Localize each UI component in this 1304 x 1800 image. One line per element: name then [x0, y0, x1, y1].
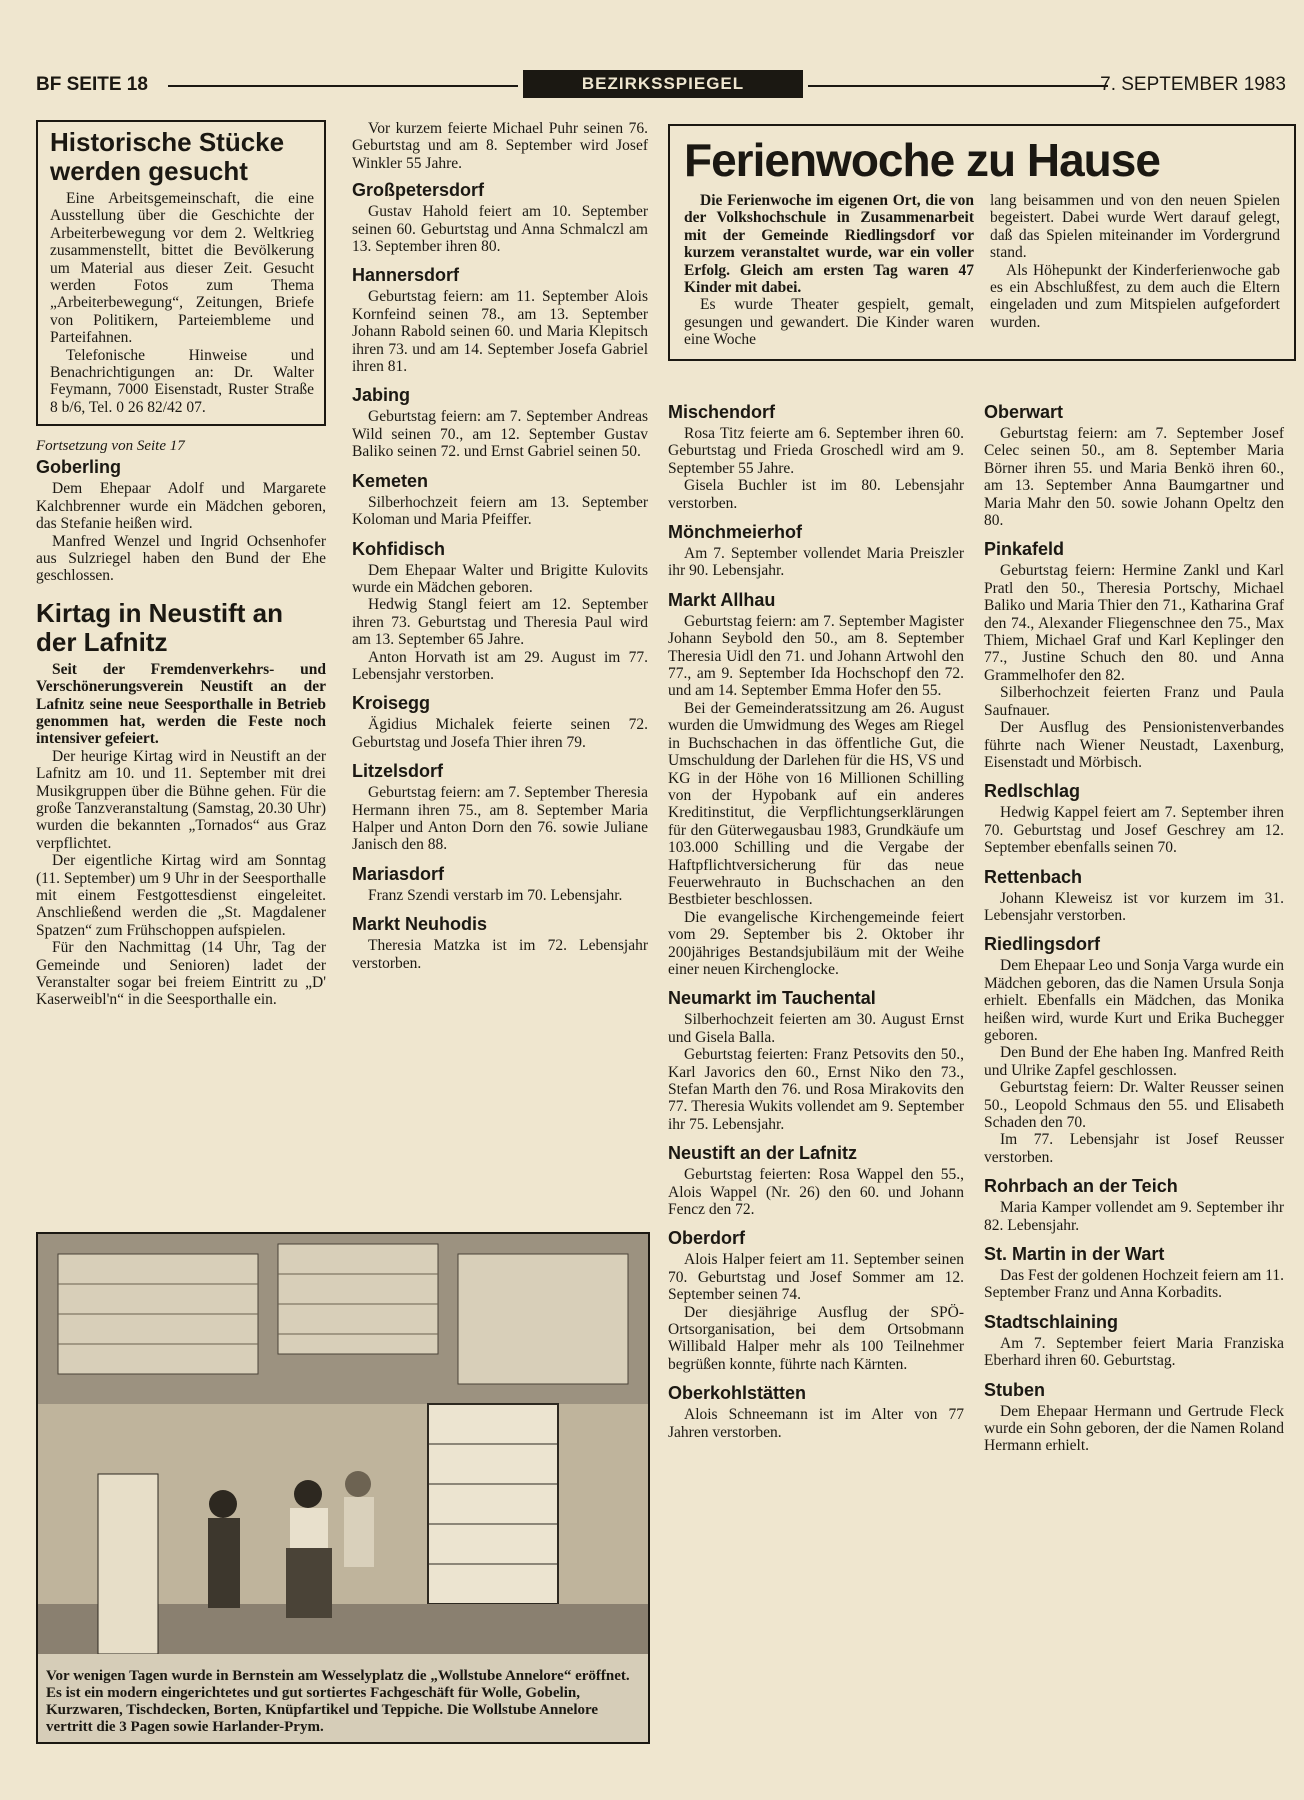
section-heading: Neumarkt im Tauchental: [668, 988, 876, 1009]
feature-lead: Die Ferienwoche im eigenen Ort, die von der Volkshochschule in Zusammenarbeit mit der Gemeinde Riedlingsdorf vor kurzem veranstaltet wurde, war ein voller Erfolg. Gleich am ersten Tag waren 47 Kinder mit dabei.: [684, 192, 974, 297]
article-para: Johann Kleweisz ist vor kurzem im 31. Lebensjahr verstorben.: [984, 889, 1284, 924]
col3-sections: [668, 402, 964, 1441]
article-para: Geburtstag feiern: am 7. September Josef Celec seinen 50., am 8. September Maria Börner ihren 55. und Maria Benkö ihren 60., am 13. September Anna Baumgartner und Maria Mahr den 50. sowie Johann Opeltz den 80.: [984, 425, 1284, 530]
column-2: [352, 120, 648, 972]
section-heading: Stuben: [984, 1379, 1045, 1400]
article-para: Der eigentliche Kirtag wird am Sonntag (11. September) um 9 Uhr in der Seesporthalle mit einem Festgottesdienst eingeleitet. Anschließend werden die „St. Magdalener Spatzen“ zum Frühschoppen aufspielen.: [36, 852, 326, 939]
header-rule-right: [808, 85, 1108, 87]
section-heading: St. Martin in der Wart: [984, 1244, 1165, 1265]
notice-box: [36, 120, 326, 426]
section-heading: Großpetersdorf: [352, 180, 485, 201]
article-para: Hedwig Stangl feiert am 12. September ihren 73. Geburtstag und Theresia Paul wird am 13. September 65 Jahre.: [352, 596, 648, 649]
article-para: Franz Szendi verstarb im 70. Lebensjahr.: [368, 886, 623, 904]
section-heading: Hannersdorf: [352, 265, 460, 286]
article-para: Dem Ehepaar Walter und Brigitte Kulovits wurde ein Mädchen geboren.: [352, 561, 648, 596]
feature-box: [668, 124, 1296, 361]
column-4: [984, 402, 1284, 1455]
article-para: Am 7. September feiert Maria Franziska Eberhard ihren 60. Geburtstag.: [984, 1334, 1284, 1370]
section-heading: Kroisegg: [352, 693, 431, 714]
section-heading: Litzelsdorf: [352, 761, 444, 782]
section-heading: Goberling: [36, 457, 121, 478]
photo-caption: Vor wenigen Tagen wurde in Bernstein am Wesselyplatz die „Wollstube Annelore“ eröffnet. Es ist ein modern eingerichtetes und gut sortiertes Fachgeschäft für Wolle, Gobelin, Kurzwaren, Tischdecken, Borten, Knüpfartikel und Teppiche. Die Wollstube Annelore vertritt die 3 Pagen sowie Harlander-Prym.: [46, 1668, 630, 1735]
intro-para: Vor kurzem feierte Michael Puhr seinen 76. Geburtstag und am 8. September wird Josef Winkler 55 Jahre.: [352, 120, 648, 172]
article-para: Im 77. Lebensjahr ist Josef Reusser verstorben.: [984, 1131, 1284, 1166]
article-para: Silberhochzeit feiern am 13. September Koloman und Maria Pfeiffer.: [352, 493, 648, 529]
section-heading: Oberdorf: [668, 1228, 746, 1249]
article-para: Rosa Titz feierte am 6. September ihren 60. Geburtstag und Frieda Groschedl wird am 9. September 55 Jahre.: [668, 425, 964, 477]
article-para: Ägidius Michalek feierte seinen 72. Geburtstag und Josefa Thier ihren 79.: [352, 716, 648, 751]
photo-image: [38, 1234, 648, 1654]
page-number: BF SEITE 18: [36, 74, 148, 95]
section-heading: Oberkohlstätten: [668, 1383, 807, 1404]
article-para: Manfred Wenzel und Ingrid Ochsenhofer aus Sulzriegel haben den Bund der Ehe geschlossen.: [36, 532, 326, 585]
section-heading: Kemeten: [352, 470, 429, 491]
issue-date: 7. SEPTEMBER 1983: [1100, 74, 1286, 95]
notice-title: Historische Stücke werden gesucht: [50, 127, 285, 186]
article-para: Das Fest der goldenen Hochzeit feiern am 11. September Franz und Anna Korbadits.: [984, 1267, 1284, 1302]
shop-photo: [36, 1232, 650, 1744]
article-lead: Seit der Fremdenverkehrs- und Verschönerungsverein Neustift an der Lafnitz seine neue Seesporthalle in Betrieb genommen hat, werden die Feste noch intensiver gefeiert.: [36, 660, 326, 748]
article-para: Am 7. September vollendet Maria Preiszler ihr 90. Lebensjahr.: [668, 545, 964, 580]
article-para: Geburtstag feiern: am 7. September Andreas Wild seinen 70., am 12. September Gustav Baliko seinen 72. und Ernst Gabriel seinen 50.: [352, 408, 648, 461]
section-heading: Stadtschlaining: [984, 1311, 1119, 1332]
notice-para: Eine Arbeitsgemeinschaft, die eine Ausstellung über die Geschichte der Arbeiterbewegung vor dem 2. Weltkrieg zusammenstellt, bittet die Bevölkerung um Material aus dieser Zeit. Gesucht werden Fotos zum Thema „Arbeiterbewegung“, Zeitungen, Briefe von Politikern, Parteiembleme und Parteifahnen.: [50, 190, 314, 347]
article-para: Für den Nachmittag (14 Uhr, Tag der Gemeinde und Senioren) ladet der Veranstalter sogar bei freiem Eintritt zu „D' Kaserweibl'n“ in die Seesporthalle ein.: [36, 939, 326, 1009]
section-heading: Mariasdorf: [352, 863, 445, 884]
article-para: Bei der Gemeinderatssitzung am 26. August wurden die Umwidmung des Weges am Riegel in Buchschachen in das öffentliche Gut, die Umschuldung der Darlehen für die HS, VS und KG in der Höhe von 16 Millionen Schilling von der Hypobank auf ein anderes Kreditinstitut, die Verpflichtungserklärungen für den Güterwegausbau 1983, Grundkäufe um 103.000 Schilling und die Vergabe der Haftpflichtversicherung für das neue Feuerwehrauto in Buchschachen an den Bestbieter beschlossen.: [668, 699, 964, 909]
feature-para: Als Höhepunkt der Kinderferienwoche gab es ein Abschlußfest, zu dem auch die Eltern eingeladen und zum Mitspielen aufgefordert wurden.: [990, 261, 1280, 331]
feature-para: lang beisammen und von den neuen Spielen begeistert. Dabei wurde Wert darauf gelegt, daß das Spielen miteinander im Vordergrund stand.: [990, 192, 1280, 262]
col2-sections: [352, 180, 648, 972]
article-para: Geburtstag feiern: Hermine Zankl und Karl Pratl den 50., Theresia Portschy, Michael Baliko und Maria Thier den 71., Katharina Graf den 74., Alexander Fliegenschnee den 75., Max Thiem, Michael Graf und Karl Keplinger den 77., Justine Schuch den 80. und Anna Grammelhofer den 82.: [984, 562, 1284, 684]
notice-para: Telefonische Hinweise und Benachrichtigungen an: Dr. Walter Feymann, 7000 Eisenstadt, Ruster Straße 8 b/6, Tel. 0 26 82/42 07.: [50, 346, 314, 416]
article-para: Silberhochzeit feierten Franz und Paula Saufnauer.: [984, 684, 1284, 719]
article-para: Dem Ehepaar Hermann und Gertrude Fleck wurde ein Sohn geboren, der die Namen Roland Hermann erhielt.: [984, 1402, 1284, 1455]
section-heading: Riedlingsdorf: [984, 934, 1100, 955]
article-para: Der diesjährige Ausflug der SPÖ-Ortsorganisation, bei dem Ortsobmann Willibald Halper mehr als 100 Teilnehmer begrüßen konnte, führte nach Kärnten.: [668, 1303, 964, 1373]
section-heading: Pinkafeld: [984, 539, 1065, 560]
column-3: [668, 402, 964, 1441]
section-heading: Oberwart: [984, 402, 1064, 422]
article-para: Dem Ehepaar Leo und Sonja Varga wurde ein Mädchen geboren, das die Namen Ursula Sonja erhielt. Ebenfalls ein Mädchen, das Monika heißen wird, wurde Kurt und Erika Buchegger geboren.: [984, 957, 1284, 1044]
section-heading: Jabing: [352, 385, 411, 406]
article-title: Kirtag in Neustift an der Lafnitz: [36, 597, 284, 657]
section-heading: Kohfidisch: [352, 538, 445, 559]
page-header: [36, 74, 1286, 98]
article-para: Geburtstag feierten: Franz Petsovits den 50., Karl Javorics den 60., Ernst Niko den 73., Stefan Marth den 76. und Rosa Mirakovits den 77. Theresia Wukits vollendet am 9. September ihr 75. Lebensjahr.: [668, 1046, 964, 1133]
article-para: Alois Schneemann ist im Alter von 77 Jahren verstorben.: [668, 1406, 964, 1441]
section-heading: Rettenbach: [984, 866, 1083, 887]
article-para: Alois Halper feiert am 11. September seinen 70. Geburtstag und Josef Sommer am 12. September seinen 74.: [668, 1251, 964, 1304]
article-para: Gustav Hahold feiert am 10. September seinen 60. Geburtstag und Anna Schmalczl am 13. September ihren 80.: [352, 203, 648, 256]
section-heading: Mischendorf: [668, 402, 776, 422]
section-heading: Rohrbach an der Teich: [984, 1176, 1178, 1197]
article-para: Hedwig Kappel feiert am 7. September ihren 70. Geburtstag und Josef Geschrey am 12. September ebenfalls seinen 70.: [984, 804, 1284, 857]
column-1: [36, 120, 326, 1009]
col4-sections: [984, 402, 1284, 1455]
article-para: Geburtstag feiern: am 7. September Theresia Hermann ihren 75., am 8. September Maria Halper und Anton Dorn den 76. sowie Juliane Janisch den 88.: [352, 784, 648, 854]
article-para: Theresia Matzka ist im 72. Lebensjahr verstorben.: [352, 937, 648, 972]
article-para: Geburtstag feiern: am 11. September Alois Kornfeind seinen 78., am 13. September Johann Rabold seinen 60. und Maria Klepitsch ihren 73. und am 14. September Josefa Gabriel ihren 81.: [352, 288, 648, 376]
section-banner: BEZIRKSSPIEGEL: [523, 70, 803, 98]
section-heading: Neustift an der Lafnitz: [668, 1143, 858, 1164]
section-heading: Redlschlag: [984, 781, 1081, 802]
section-heading: Markt Allhau: [668, 589, 776, 610]
article-para: Der Ausflug des Pensionistenverbandes führte nach Wiener Neustadt, Laxenburg, Eisenstadt und Mörbisch.: [984, 719, 1284, 771]
article-para: Geburtstag feierten: Rosa Wappel den 55., Alois Wappel (Nr. 26) den 60. und Johann Fencz den 72.: [668, 1166, 964, 1219]
article-para: Geburtstag feiern: Dr. Walter Reusser seinen 50., Leopold Schmaus den 55. und Elisabeth Schaden den 70.: [984, 1079, 1284, 1131]
continuation-note: Fortsetzung von Seite 17: [36, 438, 185, 455]
article-para: Gisela Buchler ist im 80. Lebensjahr verstorben.: [668, 477, 964, 512]
article-para: Dem Ehepaar Adolf und Margarete Kalchbrenner wurde ein Mädchen geboren, das Stefanie heißen wird.: [36, 480, 326, 533]
article-para: Anton Horvath ist am 29. August im 77. Lebensjahr verstorben.: [352, 648, 648, 683]
section-heading: Markt Neuhodis: [352, 914, 488, 935]
article-para: Der heurige Kirtag wird in Neustift an der Lafnitz am 10. und 11. September mit drei Musikgruppen über die Bühne gehen. Für die große Tanzveranstaltung (Samstag, 20.30 Uhr) wurden die bekannten „Tornados“ aus Graz verpflichtet.: [36, 747, 326, 852]
article-para: Silberhochzeit feierten am 30. August Ernst und Gisela Balla.: [668, 1011, 964, 1046]
feature-para: Es wurde Theater gespielt, gemalt, gesungen und gewandert. Die Kinder waren eine Woche: [684, 296, 974, 349]
article-para: Geburtstag feiern: am 7. September Magister Johann Seybold den 50., am 8. September Theresia Uidl den 71. und Johann Artwohl den 77., am 9. September Ida Hochschopf den 72. und am 14. September Emma Hofer den 55.: [668, 612, 964, 700]
section-heading: Mönchmeierhof: [668, 522, 803, 543]
article-para: Maria Kamper vollendet am 9. September ihr 82. Lebensjahr.: [984, 1199, 1284, 1234]
feature-title: Ferienwoche zu Hause: [684, 134, 1160, 186]
header-rule-left: [168, 85, 518, 87]
article-para: Den Bund der Ehe haben Ing. Manfred Reith und Ulrike Zapfel geschlossen.: [984, 1044, 1284, 1079]
article-para: Die evangelische Kirchengemeinde feiert vom 29. September bis 2. Oktober ihr 200jähriges Bestandsjubiläum mit der Weihe einer neuen Kirchenglocke.: [668, 908, 964, 978]
